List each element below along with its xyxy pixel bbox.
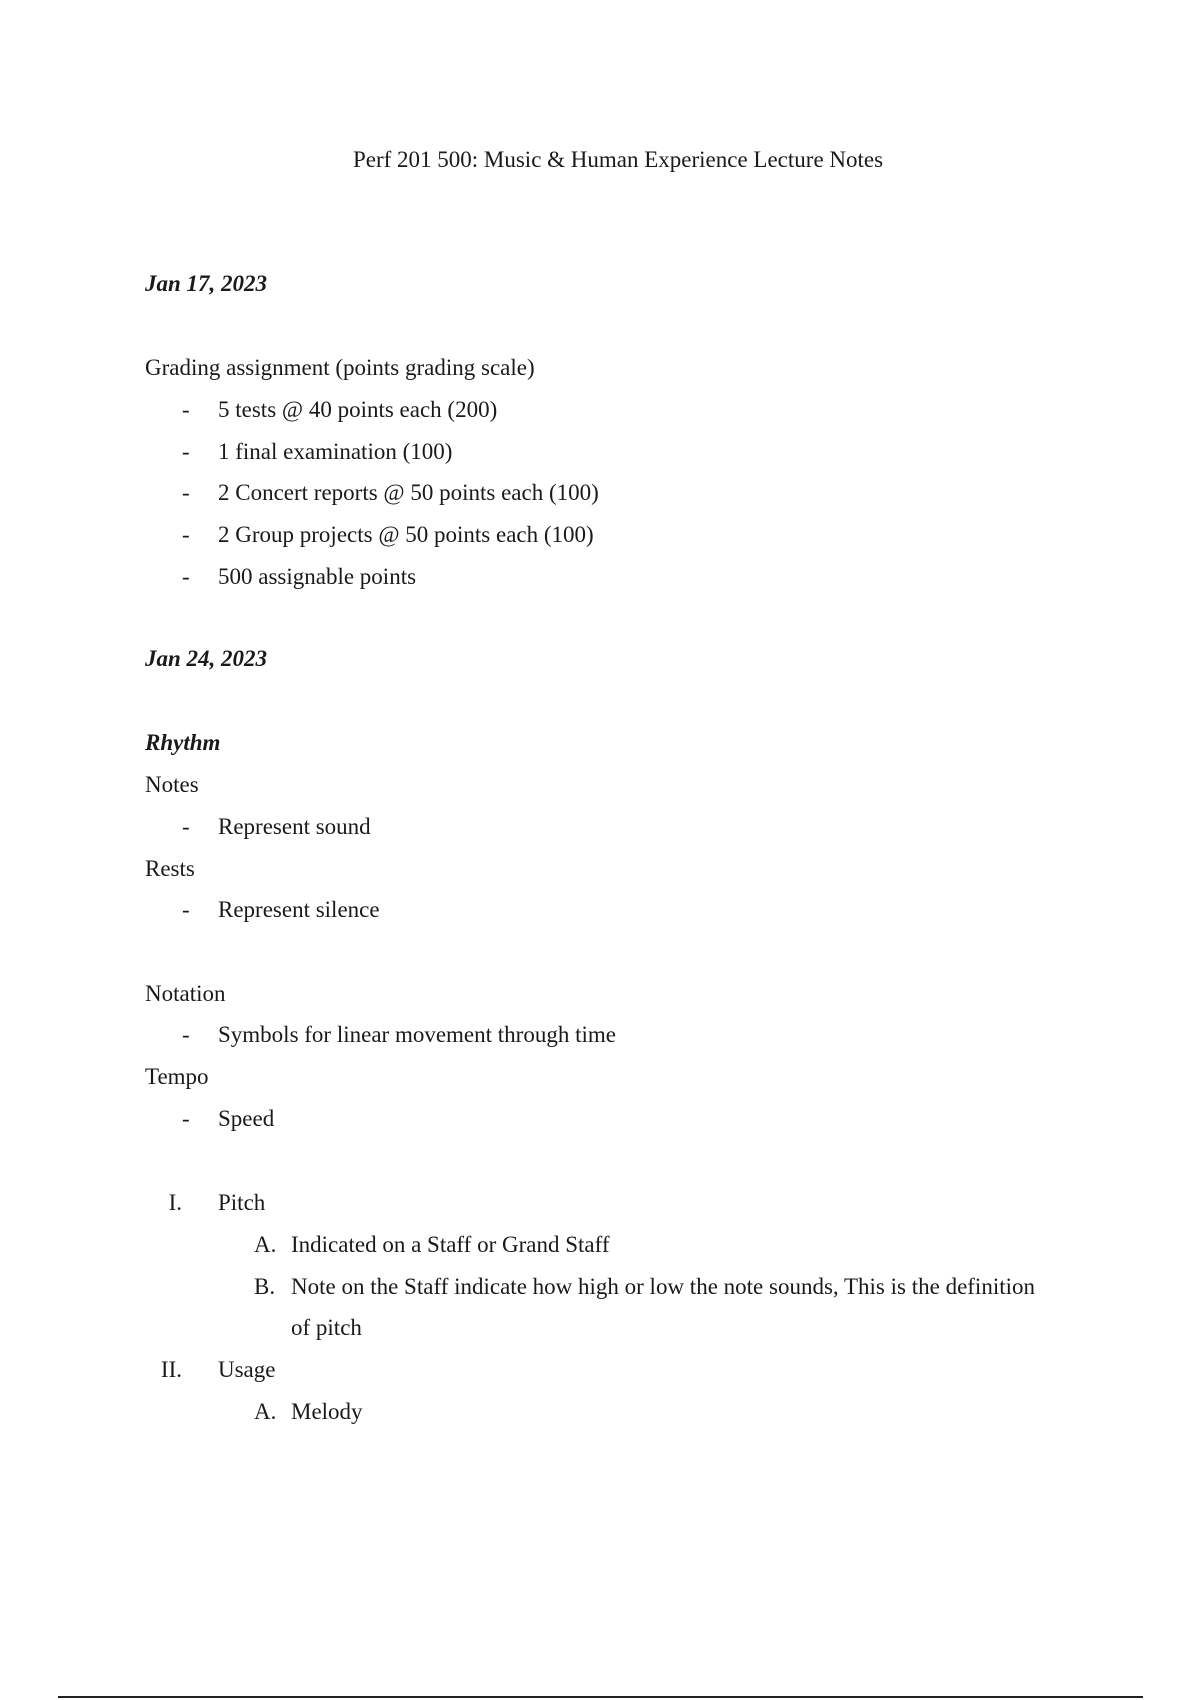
outline-label: Usage [218, 1357, 276, 1382]
term-label: Notes [145, 772, 199, 797]
list-item-text: Speed [218, 1106, 275, 1131]
term-label: Rests [145, 856, 195, 881]
outline-numeral: II. [160, 1357, 182, 1382]
bullet-dash: - [182, 480, 190, 505]
outline-label: Pitch [218, 1190, 266, 1215]
bullet-dash: - [182, 1022, 190, 1047]
section-date: Jan 24, 2023 [145, 646, 268, 671]
list-item-text: 500 assignable points [218, 564, 417, 589]
list-item-text: Represent silence [218, 897, 380, 922]
page-bottom-rule [58, 1696, 1143, 1698]
bullet-dash: - [182, 522, 190, 547]
list-item-text: 2 Group projects @ 50 points each (100) [218, 522, 594, 547]
bullet-dash: - [182, 814, 190, 839]
outline-subitem-text: Indicated on a Staff or Grand Staff [291, 1232, 610, 1257]
list-item-text: 2 Concert reports @ 50 points each (100) [218, 480, 599, 505]
outline-subitem-text: of pitch [291, 1315, 362, 1340]
term-label: Tempo [145, 1064, 209, 1089]
outline-letter: A. [254, 1232, 277, 1257]
list-item-text: 1 final examination (100) [218, 439, 453, 464]
term-label: Notation [145, 981, 226, 1006]
section-intro: Grading assignment (points grading scale) [145, 355, 535, 380]
bullet-dash: - [182, 439, 190, 464]
outline-letter: A. [254, 1399, 277, 1424]
bullet-dash: - [182, 1106, 190, 1131]
bullet-dash: - [182, 564, 190, 589]
list-item-text: Represent sound [218, 814, 371, 839]
outline-subitem-text: Note on the Staff indicate how high or low the note sounds, This is the definition [291, 1274, 1035, 1299]
bullet-dash: - [182, 897, 190, 922]
outline-numeral: I. [168, 1190, 182, 1215]
list-item-text: 5 tests @ 40 points each (200) [218, 397, 498, 422]
document-title: Perf 201 500: Music & Human Experience Lecture Notes [352, 147, 884, 172]
bullet-dash: - [182, 397, 190, 422]
list-item-text: Symbols for linear movement through time [218, 1022, 616, 1047]
outline-subitem-text: Melody [291, 1399, 363, 1424]
section-date: Jan 17, 2023 [145, 271, 268, 296]
section-heading: Rhythm [145, 730, 221, 755]
outline-letter: B. [254, 1274, 276, 1299]
